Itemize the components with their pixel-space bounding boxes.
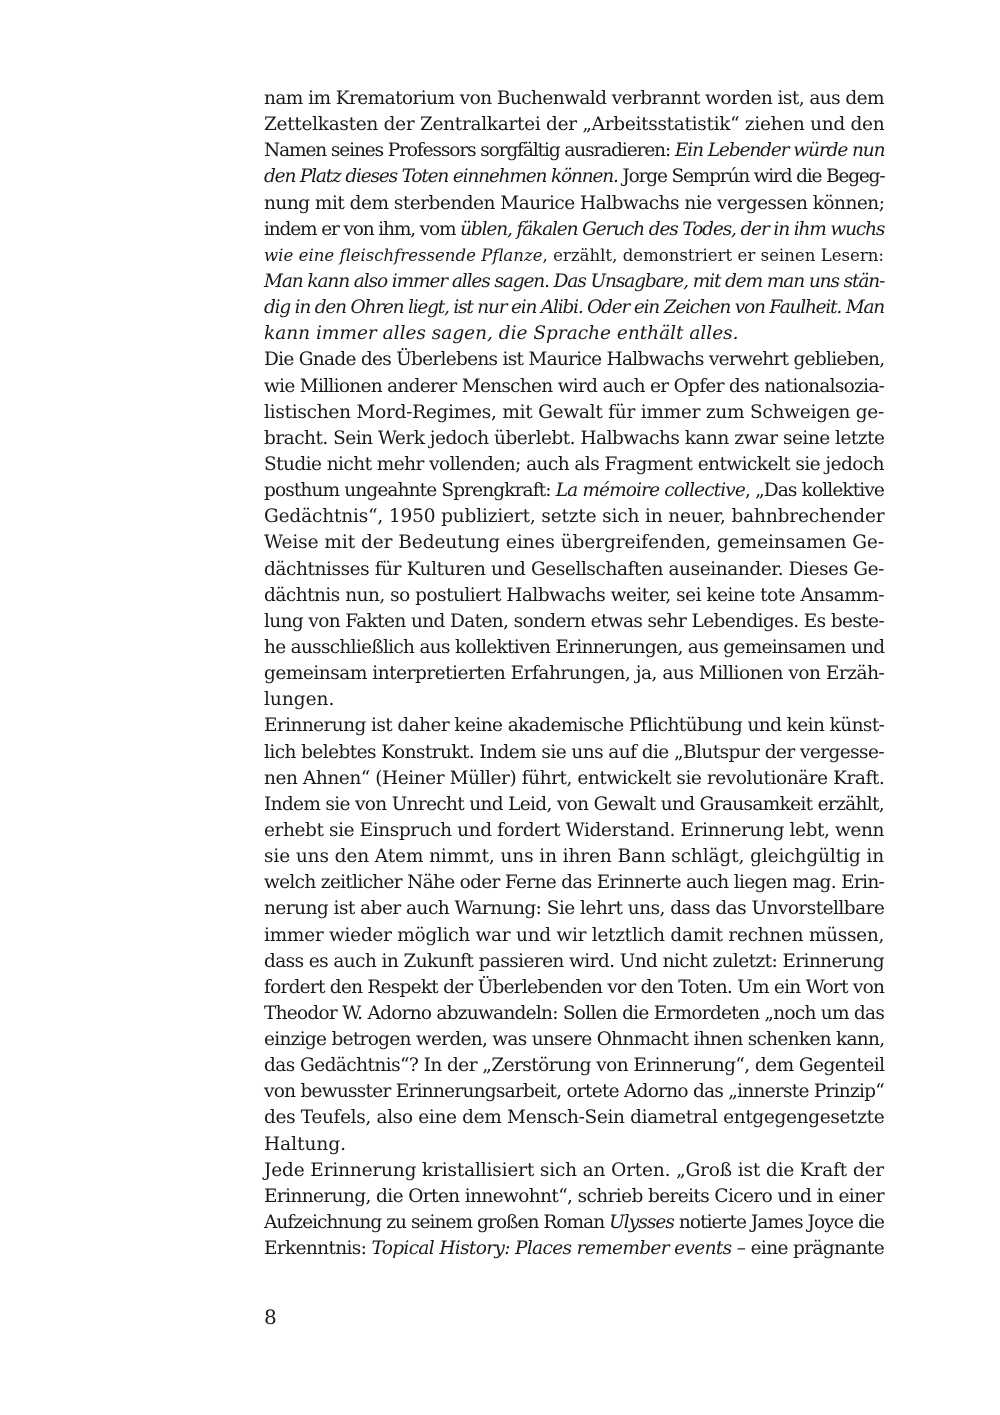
text-run: listischen Mord-Regimes, mit Gewalt für immer zum Schweigen ge- [264,401,884,423]
paragraph [264,1158,884,1263]
text-line [264,1105,884,1131]
text-line [264,191,884,217]
text-line [264,400,884,426]
page-number: 8 [264,1305,277,1329]
text-run: Weise mit der Bedeutung eines übergreifenden, gemeinsamen Ge- [264,532,884,554]
italic-text: üblen, fäkalen Geruch des Todes, der in ihm wuchs [460,218,885,240]
text-line [264,1236,884,1262]
text-line [264,217,884,243]
italic-text: Man kann also immer alles sagen. Das Unsagbare, mit dem man uns stän- [264,270,885,292]
text-run: nerung ist aber auch Warnung: Sie lehrt uns, dass das Unvorstellbare [264,898,885,920]
italic-text: wie eine fleischfressende Pflanze [264,245,543,265]
text-run: bracht. Sein Werk jedoch überlebt. Halbwachs kann zwar seine letzte [264,427,885,449]
text-line [264,1184,884,1210]
text-run: indem er von ihm, vom [264,218,461,240]
text-line [264,949,884,975]
text-line [264,1210,884,1236]
text-run: Studie nicht mehr vollenden; auch als Fragment entwickelt sie jedoch [264,453,884,475]
text-line [264,112,884,138]
text-run: Theodor W. Adorno abzuwandeln: Sollen die Ermordeten „noch um das [264,1002,885,1024]
text-line [264,164,884,190]
text-run: he ausschließlich aus kollektiven Erinnerungen, aus gemeinsamen und [264,636,885,658]
text-line [264,713,884,739]
text-run: Jede Erinnerung kristallisiert sich an Orten. „Groß ist die Kraft der [264,1159,884,1181]
italic-text: Topical History: Places remember events [371,1238,732,1260]
text-line [264,818,884,844]
text-line [264,896,884,922]
text-line [264,478,884,504]
text-run: wie Millionen anderer Menschen wird auch er Opfer des nationalsozia- [264,375,885,397]
text-run: das Gedächtnis“? In der „Zerstörung von Erinnerung“, dem Gegenteil [264,1055,885,1077]
italic-text: dig in den Ohren liegt, ist nur ein Alibi. Oder ein Zeichen von Faulheit. Man [264,297,884,319]
text-run: Zettelkasten der Zentralkartei der „Arbeitsstatistik“ ziehen und den [264,114,885,136]
italic-text: kann immer alles sagen, die Sprache enthält alles. [264,323,739,345]
text-run: Erkenntnis: [264,1238,372,1260]
text-line [264,635,884,661]
text-line [264,530,884,556]
text-run: gemeinsam interpretierten Erfahrungen, ja, aus Millionen von Erzäh- [264,663,885,685]
text-line [264,426,884,452]
text-line [264,374,884,400]
text-line [264,1027,884,1053]
text-line [264,923,884,949]
text-run: posthum ungeahnte Sprengkraft: [264,480,556,502]
text-line [264,1158,884,1184]
italic-text: La mémoire collective [555,480,745,502]
text-line [264,269,884,295]
text-run: notierte James Joyce die [673,1212,884,1234]
text-run: nam im Krematorium von Buchenwald verbrannt worden ist, aus dem [264,88,884,109]
text-line [264,86,884,112]
text-line [264,295,884,321]
text-run: , „Das kollektive [744,480,885,502]
text-run: immer wieder möglich war und wir letztlich damit rechnen müssen, [264,924,885,946]
text-line [264,975,884,1001]
text-run: Namen seines Professors sorgfältig ausradieren: [264,140,675,162]
text-run: dächtnis nun, so postuliert Halbwachs weiter, sei keine tote Ansamm- [264,584,884,606]
paragraph [264,347,884,713]
text-run: erhebt sie Einspruch und fordert Widerstand. Erinnerung lebt, wenn [264,819,884,841]
text-run: lung von Fakten und Daten, sondern etwas sehr Lebendiges. Es beste- [264,610,884,632]
text-line [264,1001,884,1027]
text-run: von bewusster Erinnerungsarbeit, ortete Adorno das „innerste Prinzip“ [264,1081,884,1103]
text-run: Die Gnade des Überlebens ist Maurice Halbwachs verwehrt geblieben, [264,349,885,371]
text-line [264,687,884,713]
text-run: – eine prägnante [731,1238,885,1260]
text-run: , erzählt, demonstriert er seinen Lesern: [542,245,884,265]
text-line [264,792,884,818]
italic-text: Ein Lebender würde nun [674,140,885,162]
text-run: sie uns den Atem nimmt, uns in ihren Bann schlägt, gleichgültig in [264,846,884,868]
text-line [264,321,884,347]
text-line [264,504,884,530]
text-run: dächtnisses für Kulturen und Gesellschaften auseinander. Dieses Ge- [264,558,884,580]
text-line [264,1079,884,1105]
text-run: Jorge Semprún wird die Begeg- [617,166,885,188]
paragraph [264,713,884,1157]
text-line [264,740,884,766]
text-run: welch zeitlicher Nähe oder Ferne das Erinnerte auch liegen mag. Erin- [264,872,885,894]
text-line [264,1053,884,1079]
paragraph [264,86,884,347]
italic-text: Ulysses [609,1212,674,1234]
body-text [264,86,884,1262]
text-run: nen Ahnen“ (Heiner Müller) führt, entwickelt sie revolutionäre Kraft. [264,767,885,789]
text-run: einzige betrogen werden, was unsere Ohnmacht ihnen schenken kann, [264,1029,885,1051]
text-run: lungen. [264,689,335,711]
text-line [264,243,884,269]
text-line [264,583,884,609]
text-line [264,844,884,870]
text-run: Indem sie von Unrecht und Leid, von Gewalt und Grausamkeit erzählt, [264,793,884,815]
text-line [264,452,884,478]
text-line [264,1132,884,1158]
text-run: dass es auch in Zukunft passieren wird. Und nicht zuletzt: Erinnerung [264,950,884,972]
italic-text: den Platz dieses Toten einnehmen können. [264,166,618,188]
text-run: des Teufels, also eine dem Mensch-Sein diametral entgegengesetzte [264,1107,885,1129]
text-line [264,347,884,373]
text-line [264,766,884,792]
text-run: lich belebtes Konstrukt. Indem sie uns auf die „Blutspur der vergesse- [264,741,885,763]
text-line [264,870,884,896]
text-run: Gedächtnis“, 1950 publiziert, setzte sich in neuer, bahnbrechender [264,506,885,528]
text-line [264,609,884,635]
text-line [264,661,884,687]
text-run: Aufzeichnung zu seinem großen Roman [264,1212,610,1234]
text-run: Erinnerung, die Orten innewohnt“, schrieb bereits Cicero und in einer [264,1185,884,1207]
text-run: fordert den Respekt der Überlebenden vor den Toten. Um ein Wort von [264,976,885,998]
text-run: Haltung. [264,1133,347,1155]
text-run: Erinnerung ist daher keine akademische Pflichtübung und kein künst- [264,715,885,737]
text-line [264,557,884,583]
text-run: nung mit dem sterbenden Maurice Halbwachs nie vergessen können; [264,192,885,214]
text-line [264,138,884,164]
